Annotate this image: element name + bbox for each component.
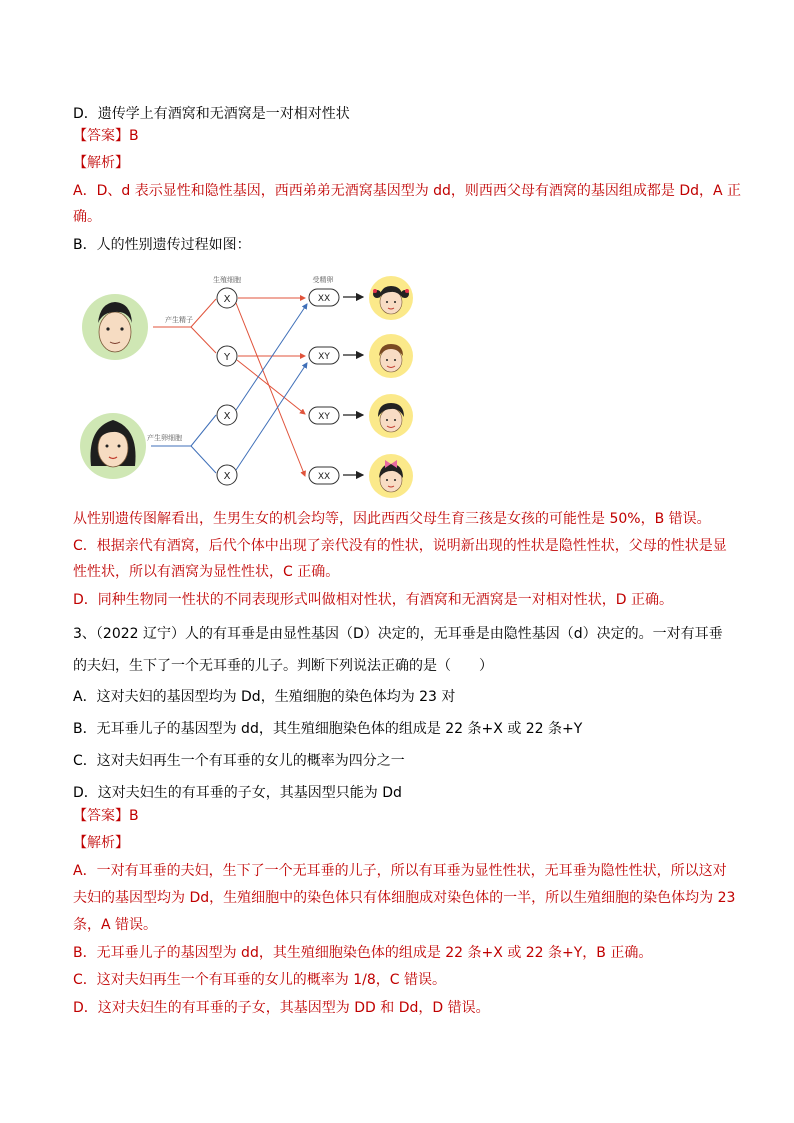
q2-analysis-c-line2: 性性状，所以有酒窝为显性性状，C 正确。 <box>73 564 340 580</box>
q3-stem-line1: 3、（2022 辽宁）人的有耳垂是由显性基因（D）决定的，无耳垂是由隐性基因（d）决定的。一对有耳垂 <box>73 626 723 642</box>
svg-text:XY: XY <box>318 412 330 422</box>
father-face-icon <box>82 294 148 360</box>
q3-analysis-a-line3: 条，A 错误。 <box>73 917 158 933</box>
svg-text:XX: XX <box>317 294 331 304</box>
svg-text:X: X <box>223 411 231 422</box>
girl-icon <box>369 276 413 320</box>
q3-option-d: D．这对夫妇生的有耳垂的子女，其基因型只能为 Dd <box>73 785 402 801</box>
q3-analysis-c: C．这对夫妇再生一个有耳垂的女儿的概率为 1/8，C 错误。 <box>73 972 446 988</box>
q2-analysis-label: 【解析】 <box>73 155 129 171</box>
mother-face-icon <box>80 413 146 479</box>
egg-cell-x-2 <box>217 465 237 485</box>
q3-answer: 【答案】B <box>73 808 139 824</box>
boy-icon <box>369 334 413 378</box>
q3-analysis-label: 【解析】 <box>73 835 129 851</box>
zygote-header: 受精卵 <box>312 276 334 284</box>
q2-answer: 【答案】B <box>73 128 139 144</box>
q2-analysis-c-line1: C．根据亲代有酒窝，后代个体中出现了亲代没有的性状，说明新出现的性状是隐性性状，父母的性状是显 <box>73 538 727 554</box>
sex-inheritance-diagram <box>73 268 433 500</box>
q3-stem-line2: 的夫妇，生下了一个无耳垂的儿子。判断下列说法正确的是（ ） <box>73 658 493 674</box>
egg-cell-x-1 <box>217 405 237 425</box>
svg-text:X: X <box>223 471 231 482</box>
q2-diagram-conclusion: 从性别遗传图解看出，生男生女的机会均等，因此西西父母生育三孩是女孩的可能性是 50%，B 错误。 <box>73 511 711 527</box>
girl-icon <box>369 454 413 498</box>
q3-analysis-d: D．这对夫妇生的有耳垂的子女，其基因型为 DD 和 Dd，D 错误。 <box>73 1000 490 1016</box>
zygote-xx-2 <box>309 467 339 484</box>
q2-analysis-a-line1: A．D、d 表示显性和隐性基因，西西弟弟无酒窝基因型为 dd，则西西父母有酒窝的基因组成都是 Dd，A 正 <box>73 183 742 199</box>
q3-option-c: C．这对夫妇再生一个有耳垂的女儿的概率为四分之一 <box>73 753 405 769</box>
q3-option-a: A．这对夫妇的基因型均为 Dd，生殖细胞的染色体均为 23 对 <box>73 689 456 705</box>
sperm-cell-x <box>217 288 237 308</box>
boy-icon <box>369 394 413 438</box>
q3-analysis-b: B．无耳垂儿子的基因型为 dd，其生殖细胞染色体的组成是 22 条+X 或 22 条+Y，B 正确。 <box>73 945 653 961</box>
zygote-xx-1 <box>309 289 339 306</box>
svg-text:XX: XX <box>317 472 331 482</box>
germ-cell-header: 生殖细胞 <box>213 276 241 284</box>
q2-analysis-a-line2: 确。 <box>73 209 101 225</box>
q3-option-b: B．无耳垂儿子的基因型为 dd，其生殖细胞染色体的组成是 22 条+X 或 22 条+Y <box>73 721 583 737</box>
svg-text:X: X <box>223 294 231 305</box>
sperm-cell-y <box>217 346 237 366</box>
father-label: 产生精子 <box>165 316 193 324</box>
zygote-xy-1 <box>309 347 339 364</box>
q2-analysis-b-intro: B．人的性别遗传过程如图： <box>73 237 251 253</box>
svg-text:Y: Y <box>223 352 231 363</box>
mother-label: 产生卵细胞 <box>147 434 182 442</box>
q3-analysis-a-line2: 夫妇的基因型均为 Dd，生殖细胞中的染色体只有体细胞成对染色体的一半，所以生殖细胞的染色体均为 23 <box>73 890 736 906</box>
zygote-xy-2 <box>309 407 339 424</box>
q2-analysis-d: D．同种生物同一性状的不同表现形式叫做相对性状，有酒窝和无酒窝是一对相对性状，D 正确。 <box>73 592 674 608</box>
q3-analysis-a-line1: A．一对有耳垂的夫妇，生下了一个无耳垂的儿子，所以有耳垂为显性性状，无耳垂为隐性性状，所以这对 <box>73 863 727 879</box>
q2-option-d: D．遗传学上有酒窝和无酒窝是一对相对性状 <box>73 106 350 122</box>
svg-text:XY: XY <box>318 352 330 362</box>
